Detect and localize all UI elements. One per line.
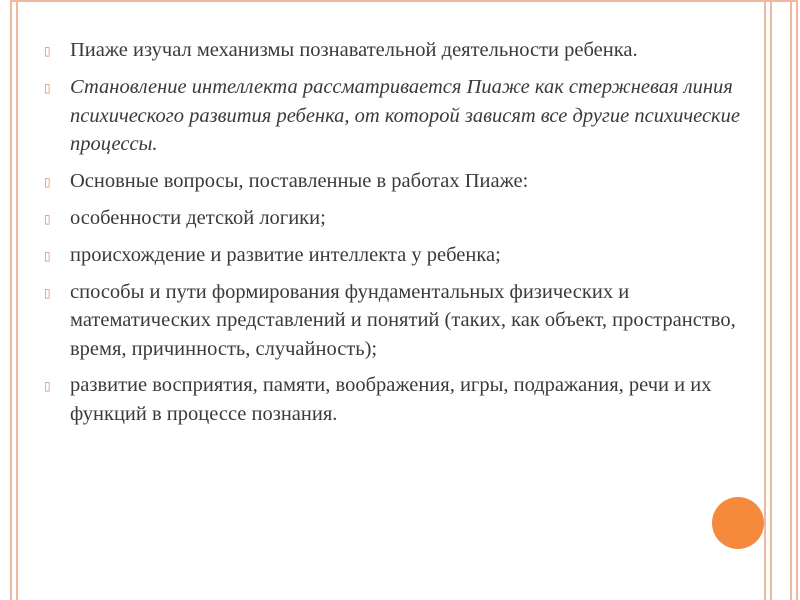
- list-item: [44, 204, 760, 233]
- list-item: [44, 36, 760, 65]
- frame-top-border: [10, 0, 798, 2]
- list-item-text: Становление интеллекта рассматривается Пиаже как стержневая линия психического развития ребенка, от которой зависят все другие психические процессы.: [70, 76, 740, 155]
- bullet-icon: ▯: [44, 248, 51, 263]
- frame-left-line-outer: [10, 0, 12, 600]
- list-item-text: Пиаже изучал механизмы познавательной деятельности ребенка.: [70, 39, 638, 61]
- bullet-icon: ▯: [44, 81, 51, 95]
- frame-left-line-inner: [16, 0, 18, 600]
- frame-right-line-3: [790, 0, 792, 600]
- list-item-text: способы и пути формирования фундаментальных физических и математических представлений и понятий (таких, как объект, пространство, время, причинность, случайность);: [70, 280, 736, 360]
- decorative-circle-icon: [712, 497, 764, 549]
- list-item-text: происхождение и развитие интеллекта у ребенка;: [70, 243, 501, 266]
- list-item: [44, 241, 760, 270]
- bullet-icon: ▯: [44, 285, 51, 300]
- list-item-text: Основные вопросы, поставленные в работах Пиаже:: [70, 169, 529, 192]
- list-item: [44, 73, 760, 159]
- bullet-icon: ▯: [44, 44, 51, 58]
- bullet-icon: ▯: [44, 211, 51, 226]
- frame-right-line-2: [770, 0, 772, 600]
- frame-right-line-4: [796, 0, 798, 600]
- list-item: [44, 167, 760, 196]
- frame-right-line-1: [764, 0, 766, 600]
- list-item-text: развитие восприятия, памяти, воображения, игры, подражания, речи и их функций в процессе познания.: [70, 374, 712, 425]
- list-item: [44, 278, 760, 364]
- bullet-icon: ▯: [44, 379, 51, 393]
- bullet-icon: ▯: [44, 174, 51, 189]
- bullet-list: [44, 36, 760, 436]
- list-item: [44, 371, 760, 428]
- list-item-text: особенности детской логики;: [70, 206, 326, 229]
